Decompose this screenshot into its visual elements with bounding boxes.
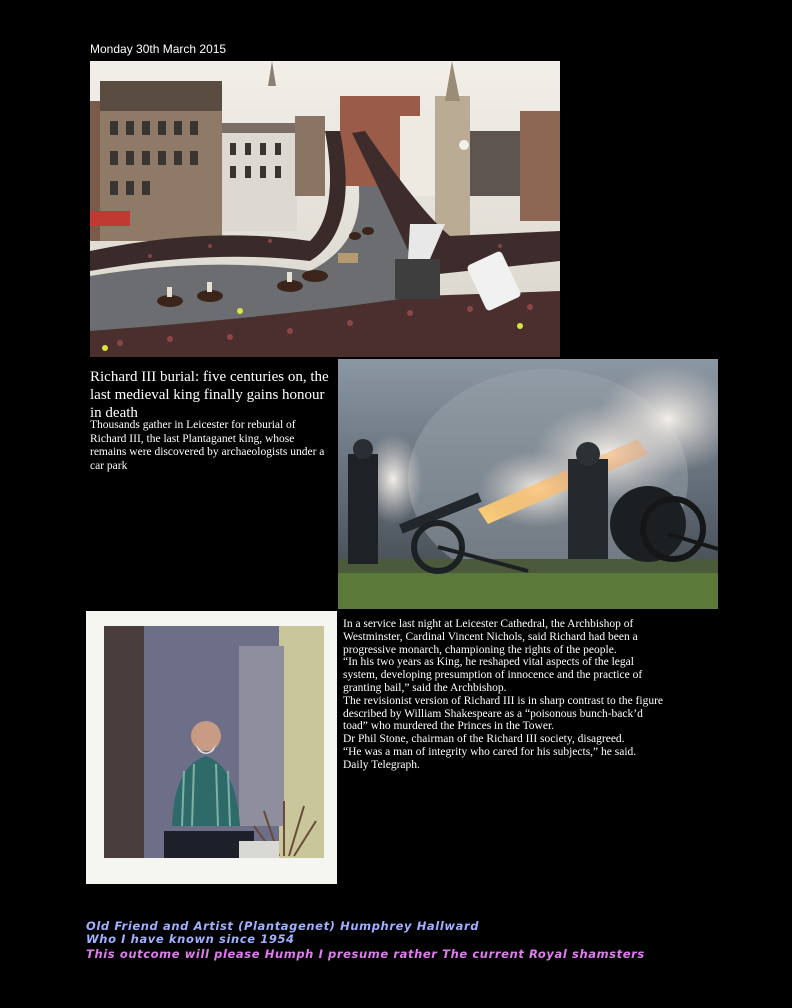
- article-source: Daily Telegraph.: [343, 758, 420, 771]
- article-paragraph: “He was a man of integrity who cared for his subjects,” he said.: [343, 745, 637, 758]
- handwritten-note: This outcome will please Humph I presume rather The current Royal shamsters: [86, 947, 645, 961]
- handwritten-caption-line-1: Old Friend and Artist (Plantagenet) Humphrey Hallward: [86, 919, 480, 933]
- headline: Richard III burial: five centuries on, the last medieval king finally gains honour in death: [90, 369, 329, 421]
- article-paragraph: Dr Phil Stone, chairman of the Richard III society, disagreed.: [343, 733, 625, 746]
- article-paragraph: “In his two years as King, he reshaped vital aspects of the legal system, developing presumption of innocence and the practice of granting bail,” said the Archbishop.: [343, 656, 643, 694]
- subheading: Thousands gather in Leicester for reburial of Richard III, the last Plantaganet king, whose remains were discovered by archaeologists under a car park: [90, 419, 325, 472]
- article-body: [343, 618, 663, 772]
- procession-photo: [90, 61, 560, 357]
- article-paragraph: In a service last night at Leicester Cathedral, the Archbishop of Westminster, Cardinal Vincent Nichols, said Richard had been a progressive monarch, championing the rights of the people.: [343, 618, 638, 656]
- handwritten-caption-line-2: Who I have known since 1954: [86, 932, 295, 946]
- cannon-salute-photo: [338, 359, 718, 609]
- polaroid-portrait-photo: [86, 611, 337, 884]
- date-line: Monday 30th March 2015: [90, 42, 227, 56]
- article-paragraph: The revisionist version of Richard III is in sharp contrast to the figure described by William Shakespeare as a “poisonous bunch-back’d toad” who murdered the Princes in the Tower.: [343, 694, 664, 733]
